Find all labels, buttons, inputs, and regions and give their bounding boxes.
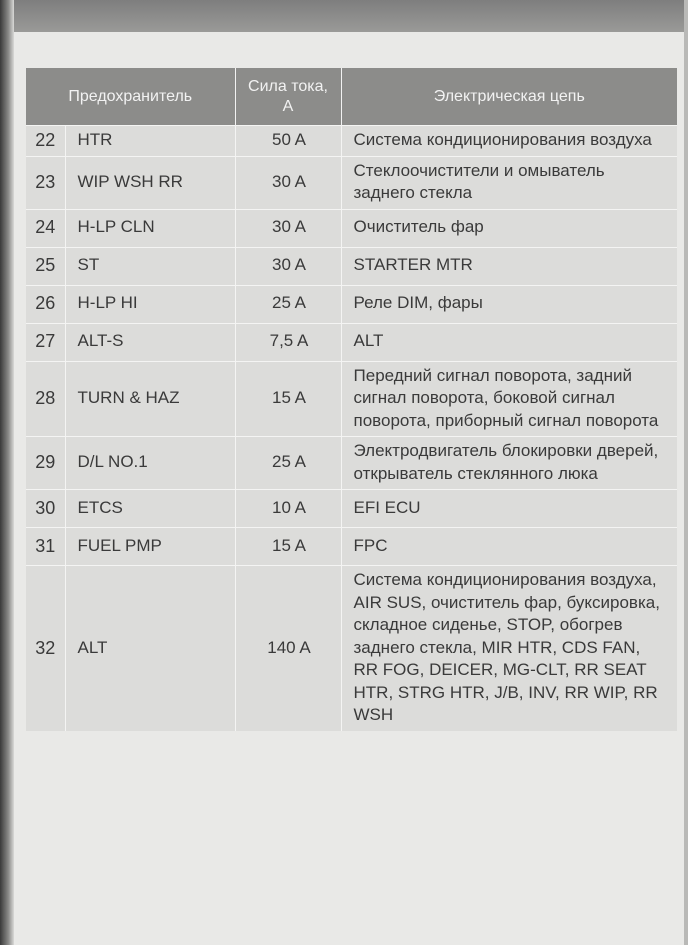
fuse-current: 140 A bbox=[235, 566, 341, 731]
fuse-circuit: STARTER MTR bbox=[341, 247, 677, 285]
table-row bbox=[26, 566, 677, 731]
fuse-circuit: Система кондиционирования воздуха, AIR SUS, очиститель фар, буксировка, складное сиденье, STOP, обогрев заднего стекла, MIR HTR, CDS FAN, RR FOG, DEICER, MG-CLT, RR SEAT HTR, STRG HTR, J/B, INV, RR WIP, RR WSH bbox=[341, 566, 677, 731]
table-row bbox=[26, 156, 677, 209]
fuse-name: H-LP CLN bbox=[65, 209, 235, 247]
page-binding-edge bbox=[0, 0, 14, 945]
fuse-name: ALT-S bbox=[65, 323, 235, 361]
fuse-circuit: Система кондиционирования воздуха bbox=[341, 126, 677, 157]
fuse-current: 10 A bbox=[235, 490, 341, 528]
fuse-table-header bbox=[26, 68, 677, 126]
fuse-current: 30 A bbox=[235, 209, 341, 247]
fuse-number: 28 bbox=[26, 361, 65, 437]
fuse-current: 30 A bbox=[235, 156, 341, 209]
fuse-table bbox=[26, 68, 677, 731]
fuse-circuit: Передний сигнал поворота, задний сигнал поворота, боковой сигнал поворота, приборный сигнал поворота bbox=[341, 361, 677, 437]
fuse-circuit: FPC bbox=[341, 528, 677, 566]
table-row bbox=[26, 323, 677, 361]
fuse-current: 50 A bbox=[235, 126, 341, 157]
fuse-current: 25 A bbox=[235, 437, 341, 490]
fuse-number: 25 bbox=[26, 247, 65, 285]
fuse-current: 30 A bbox=[235, 247, 341, 285]
fuse-name: TURN & HAZ bbox=[65, 361, 235, 437]
fuse-name: D/L NO.1 bbox=[65, 437, 235, 490]
page-top-band bbox=[0, 0, 688, 32]
table-row bbox=[26, 247, 677, 285]
fuse-circuit: Реле DIM, фары bbox=[341, 285, 677, 323]
fuse-number: 31 bbox=[26, 528, 65, 566]
fuse-number: 22 bbox=[26, 126, 65, 157]
page-right-edge bbox=[684, 0, 688, 945]
fuse-circuit: Очиститель фар bbox=[341, 209, 677, 247]
table-row bbox=[26, 437, 677, 490]
fuse-number: 27 bbox=[26, 323, 65, 361]
table-row bbox=[26, 285, 677, 323]
table-row bbox=[26, 528, 677, 566]
fuse-number: 30 bbox=[26, 490, 65, 528]
fuse-number: 26 bbox=[26, 285, 65, 323]
fuse-name: FUEL PMP bbox=[65, 528, 235, 566]
fuse-current: 15 A bbox=[235, 361, 341, 437]
fuse-table-body bbox=[26, 126, 677, 731]
table-row bbox=[26, 490, 677, 528]
fuse-name: WIP WSH RR bbox=[65, 156, 235, 209]
header-fuse: Предохранитель bbox=[26, 68, 235, 126]
fuse-name: ETCS bbox=[65, 490, 235, 528]
fuse-current: 15 A bbox=[235, 528, 341, 566]
fuse-circuit: Стеклоочистители и омыватель заднего стекла bbox=[341, 156, 677, 209]
header-current: Сила тока, А bbox=[235, 68, 341, 126]
fuse-number: 24 bbox=[26, 209, 65, 247]
fuse-current: 7,5 A bbox=[235, 323, 341, 361]
fuse-number: 23 bbox=[26, 156, 65, 209]
table-row bbox=[26, 209, 677, 247]
fuse-name: ALT bbox=[65, 566, 235, 731]
table-row bbox=[26, 126, 677, 157]
fuse-name: H-LP HI bbox=[65, 285, 235, 323]
fuse-circuit: EFI ECU bbox=[341, 490, 677, 528]
fuse-number: 32 bbox=[26, 566, 65, 731]
fuse-circuit: Электродвигатель блокировки дверей, открыватель стеклянного люка bbox=[341, 437, 677, 490]
fuse-circuit: ALT bbox=[341, 323, 677, 361]
fuse-name: ST bbox=[65, 247, 235, 285]
header-circuit: Электрическая цепь bbox=[341, 68, 677, 126]
fuse-name: HTR bbox=[65, 126, 235, 157]
fuse-number: 29 bbox=[26, 437, 65, 490]
fuse-current: 25 A bbox=[235, 285, 341, 323]
table-row bbox=[26, 361, 677, 437]
